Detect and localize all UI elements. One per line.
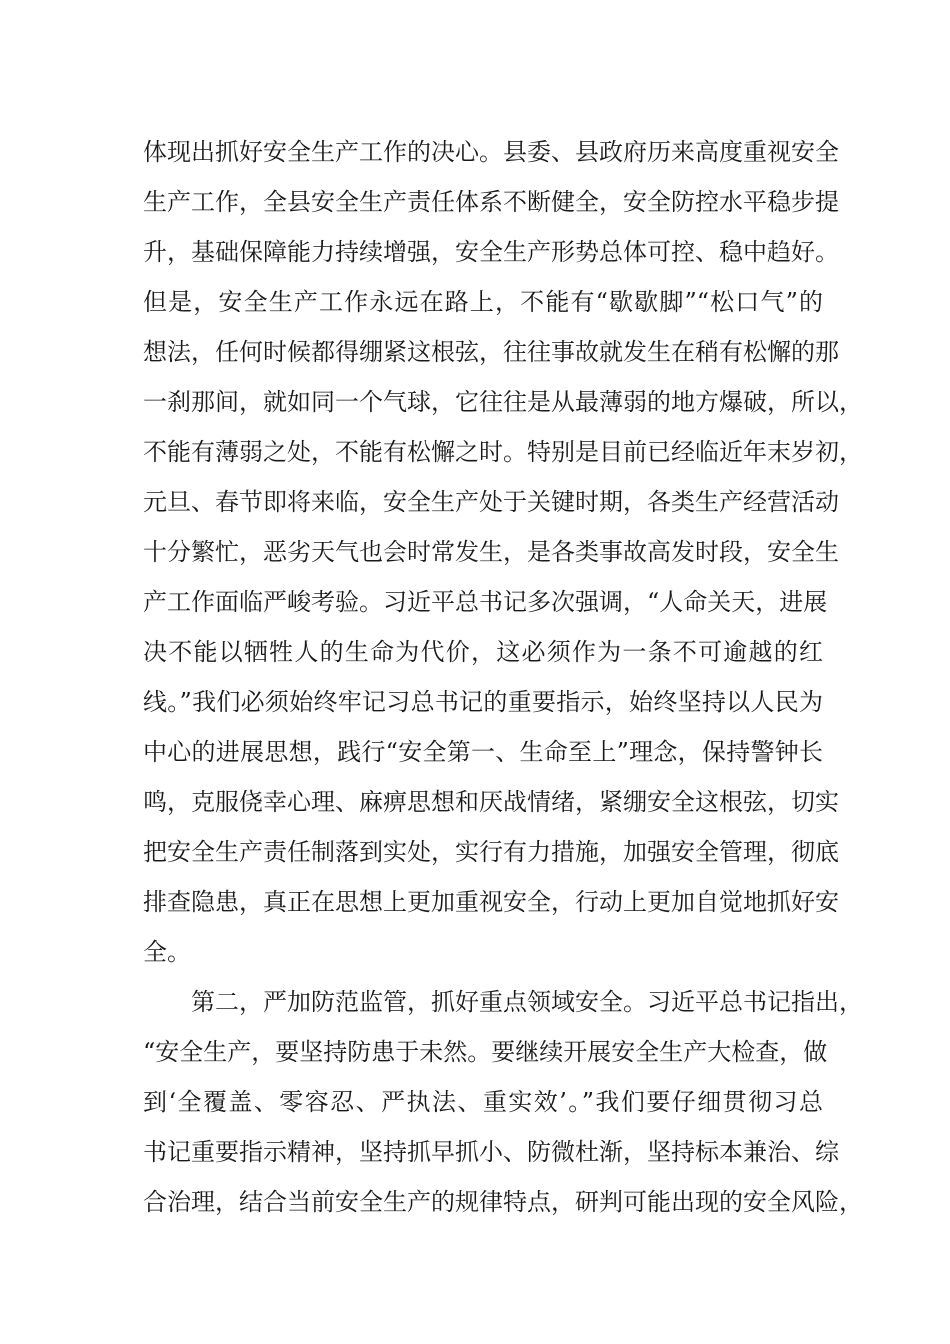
text-line: 书记重要指示精神，坚持抓早抓小、防微杜渐，坚持标本兼治、综 [143, 1138, 839, 1166]
text-line: 生产工作，全县安全生产责任体系不断健全，安全防控水平稳步提 [143, 188, 839, 216]
text-line: 合治理，结合当前安全生产的规律特点，研判可能出现的安全风险， [143, 1188, 863, 1216]
text-line: 全。 [143, 938, 191, 966]
text-line: 体现出抓好安全生产工作的决心。县委、县政府历来高度重视安全 [143, 138, 839, 166]
paragraph-start-line: 第二，严加防范监管，抓好重点领域安全。习近平总书记指出， [191, 988, 863, 1016]
text-line: 到‘全覆盖、零容忍、严执法、重实效’。”我们要仔细贯彻习总 [143, 1088, 823, 1116]
text-line: “安全生产，要坚持防患于未然。要继续开展安全生产大检查，做 [143, 1038, 828, 1066]
text-line: 一刹那间，就如同一个气球，它往往是从最薄弱的地方爆破，所以， [143, 388, 863, 416]
text-line: 元旦、春节即将来临，安全生产处于关键时期，各类生产经营活动 [143, 488, 839, 516]
text-line: 不能有薄弱之处，不能有松懈之时。特别是目前已经临近年末岁初， [143, 438, 863, 466]
text-line: 升，基础保障能力持续增强，安全生产形势总体可控、稳中趋好。 [143, 238, 839, 266]
text-line: 线。”我们必须始终牢记习总书记的重要指示，始终坚持以人民为 [143, 688, 823, 716]
text-line: 十分繁忙，恶劣天气也会时常发生，是各类事故高发时段，安全生 [143, 538, 839, 566]
text-line: 中心的进展思想，践行“安全第一、生命至上”理念，保持警钟长 [143, 738, 823, 766]
text-line: 但是，安全生产工作永远在路上，不能有“歇歇脚”“松口气”的 [143, 288, 823, 316]
text-line: 产工作面临严峻考验。习近平总书记多次强调，“人命关天，进展 [143, 588, 828, 616]
text-line: 排查隐患，真正在思想上更加重视安全，行动上更加自觉地抓好安 [143, 888, 839, 916]
text-line: 鸣，克服侥幸心理、麻痹思想和厌战情绪，紧绷安全这根弦，切实 [143, 788, 839, 816]
text-line: 把安全生产责任制落到实处，实行有力措施，加强安全管理，彻底 [143, 838, 839, 866]
text-line: 决不能以牺牲人的生命为代价，这必须作为一条不可逾越的红 [143, 638, 823, 666]
text-line: 想法，任何时候都得绷紧这根弦，往往事故就发生在稍有松懈的那 [143, 338, 839, 366]
